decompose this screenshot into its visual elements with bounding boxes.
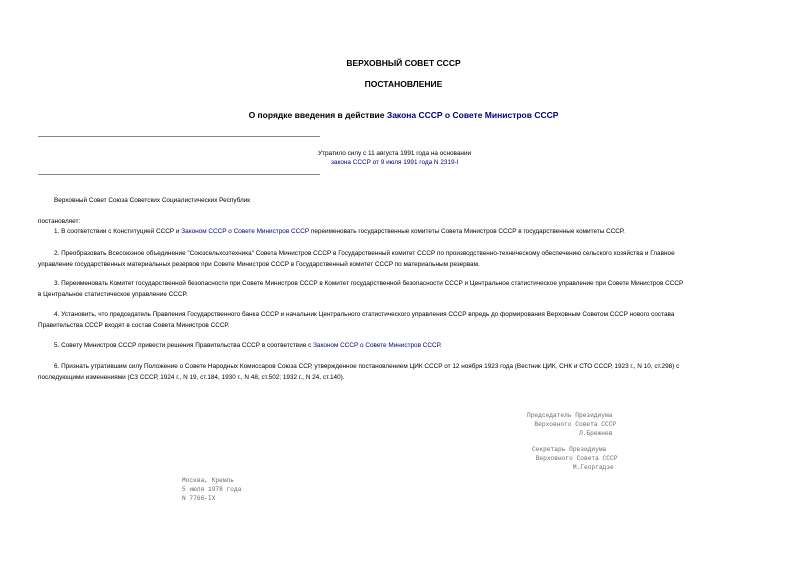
p1-law-link[interactable]: Законом СССР о Совете Министров СССР bbox=[181, 228, 310, 235]
p1-text-before: 1. В соответствии с Конституцией СССР и bbox=[54, 228, 182, 235]
p5-text-after: . bbox=[439, 342, 442, 349]
place-date-number: Москва, Кремль 5 июля 1978 года N 7766-IX bbox=[182, 477, 242, 502]
document-title bbox=[0, 110, 807, 120]
top-divider bbox=[38, 136, 320, 137]
p2-line-2: управление государственных материальных резервов при Совете Министров СССР в Государственный комитет СССР по материальным резервам. bbox=[38, 260, 480, 268]
repeal-notice-link[interactable]: закона СССР от 9 июля 1991 года N 2319-I bbox=[331, 159, 459, 166]
intro-text: Верховный Совет Союза Советских Социалистических Республик bbox=[54, 197, 251, 204]
paragraph-3 bbox=[38, 279, 807, 300]
p3-line-1: 3. Переименовать Комитет государственной безопасности при Совете Министров СССР в Комитет государственной безопасности СССР и Центральное статистическое управление при Совете Министров СССР bbox=[54, 280, 684, 287]
p5-law-link[interactable]: Законом СССР о Совете Министров СССР bbox=[313, 342, 440, 349]
p1-text-after: переименовать государственные комитеты Совета Министров СССР в государственные комитеты СССР. bbox=[309, 228, 625, 235]
title-text: О порядке введения в действие bbox=[248, 110, 387, 120]
p4-line-2: Правительства СССР входят в состав Совета Министров СССР. bbox=[38, 321, 230, 329]
paragraph-6 bbox=[38, 362, 807, 383]
p6-line-2: последующими изменениями (СЗ СССР, 1924 г., N 19, ст.184, 1930 г., N 48, ст.502; 1932 г., N 24, ст.140). bbox=[38, 373, 345, 381]
title-law-link[interactable]: Закона СССР о Совете Министров СССР bbox=[386, 110, 559, 120]
p5-text-before: 5. Совету Министров СССР привести решения Правительства СССР в соответствие с bbox=[54, 342, 314, 349]
p2-line-1: 2. Преобразовать Всесоюзное объединение "Союзсельхозтехника" Совета Министров СССР в Государственный комитет СССР по производственно-техническому обеспечению сельского хозяйства и Главное bbox=[54, 250, 675, 257]
issuer-heading: ВЕРХОВНЫЙ СОВЕТ СССР bbox=[346, 58, 461, 68]
chairman-signature: Председатель Президиума Верховного Совета СССР Л.Брежнев bbox=[527, 412, 617, 437]
secretary-signature: Секретарь Президиума Верховного Совета СССР М.Георгадзе bbox=[532, 446, 618, 471]
paragraph-1 bbox=[38, 227, 807, 238]
p6-line-1: 6. Признать утратившим силу Положение о Совете Народных Комиссаров Союза ССР, утвержденное постановлением ЦИК СССР от 12 ноября 1923 года (Вестник ЦИК, СНК и СТО СССР, 1923 г., N 10, ст.298) с bbox=[54, 363, 680, 370]
resolves-text: постановляет: bbox=[38, 218, 81, 225]
paragraph-4 bbox=[38, 310, 807, 331]
repeal-notice-line1: Утратило силу с 11 августа 1991 года на основании bbox=[318, 150, 472, 157]
document-type-heading: ПОСТАНОВЛЕНИЕ bbox=[364, 79, 443, 89]
paragraph-5 bbox=[38, 341, 807, 352]
bottom-divider bbox=[38, 174, 320, 175]
p4-line-1: 4. Установить, что председатель Правления Государственного банка СССР и начальник Центрального статистического управления СССР впредь до формирования Верховным Советом СССР нового состава bbox=[54, 311, 675, 318]
p3-line-2: в Центральное статистическое управление СССР. bbox=[38, 290, 188, 298]
paragraph-2 bbox=[38, 249, 807, 270]
